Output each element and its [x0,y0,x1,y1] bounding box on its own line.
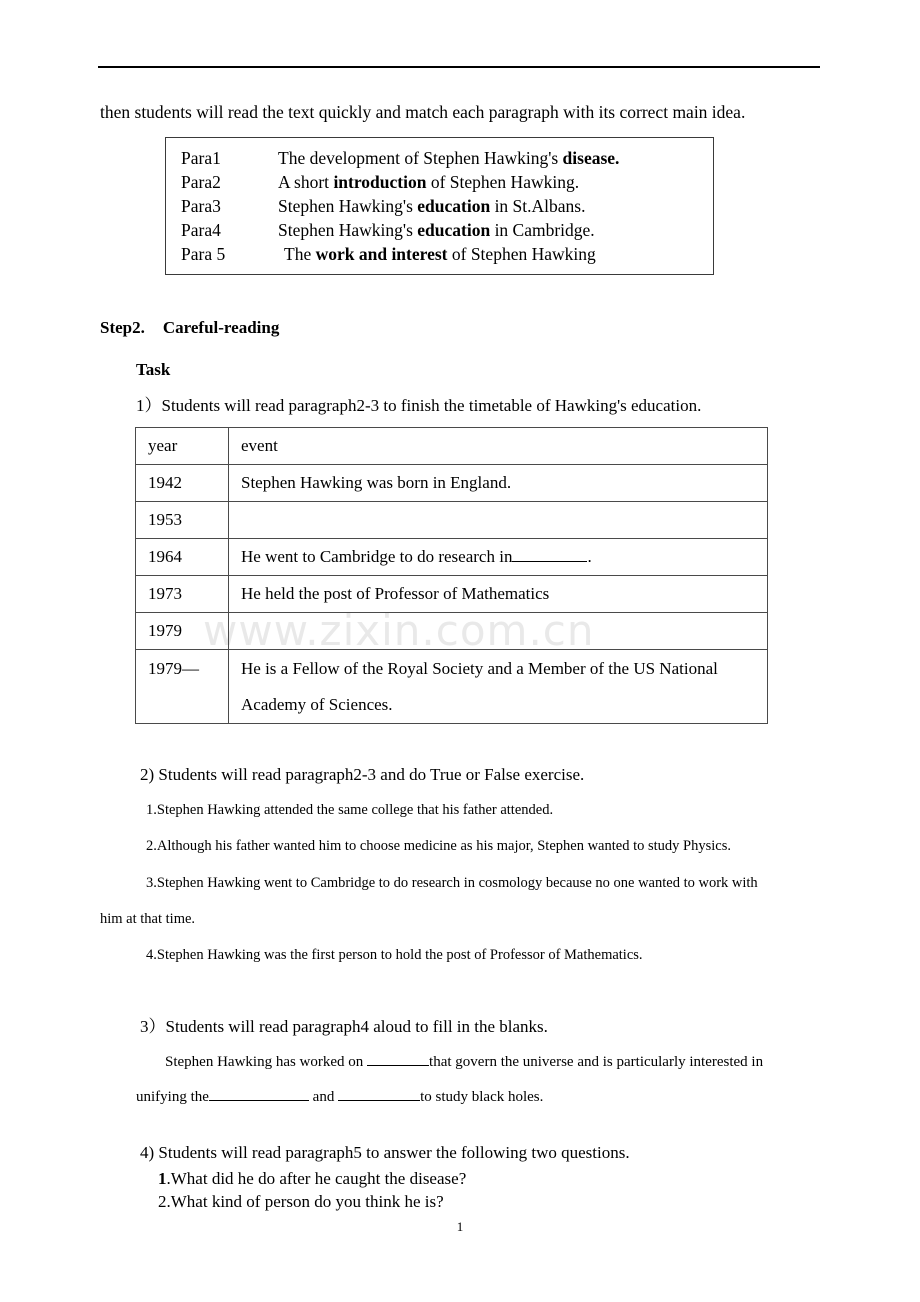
table-cell-year: 1979 [136,613,229,650]
table-cell-year: 1979— [136,650,229,724]
table-cell-event [229,539,768,576]
table-cell-year: 1953 [136,502,229,539]
task4-question-2: 2.What kind of person do you think he is? [158,1192,444,1211]
table-header-event: event [229,428,768,465]
para-description: Stephen Hawking's education in Cambridge. [278,220,595,240]
para-label: Para3 [181,196,221,216]
hawking-timetable [135,427,768,724]
table-cell-event [229,650,768,724]
para-label: Para1 [181,148,221,168]
event-line-2: Academy of Sciences. [241,695,393,714]
table-cell-event [229,613,768,650]
table-cell-event: He held the post of Professor of Mathematics [229,576,768,613]
para-description: Stephen Hawking's education in St.Albans. [278,196,586,216]
table-row [136,502,768,539]
task3-sentence-line1 [165,1054,763,1071]
fill-blank[interactable] [367,1065,429,1066]
para-row [166,196,713,219]
task2-item: 1.Stephen Hawking attended the same college that his father attended. [146,802,554,818]
page-number: 1 [456,1219,464,1234]
step2-label: Step2. [100,318,145,337]
question-number: 1 [158,1169,167,1188]
sentence-text: unifying the [136,1089,209,1105]
table-header-year: year [136,428,229,465]
table-row [136,539,768,576]
table-cell-year: 1964 [136,539,229,576]
para-row [166,220,713,243]
para-row [166,172,713,195]
sentence-text: Stephen Hawking has worked on [165,1054,368,1070]
fill-blank[interactable] [512,561,587,562]
para-row [166,148,713,171]
table-cell-event: Stephen Hawking was born in England. [229,465,768,502]
para-description: The work and interest of Stephen Hawking [284,244,596,264]
table-cell-year: 1973 [136,576,229,613]
table-row [136,613,768,650]
paragraph-matching-box [165,137,714,275]
table-row [136,576,768,613]
task1-heading: 1）Students will read paragraph2-3 to finish the timetable of Hawking's education. [136,396,702,415]
event-text-after: . [587,547,592,566]
intro-paragraph: then students will read the text quickly and match each paragraph with its correct main idea. [100,102,746,122]
task3-heading: 3）Students will read paragraph4 aloud to fill in the blanks. [140,1017,548,1036]
para-label: Para4 [181,220,221,240]
para-label: Para 5 [181,244,226,264]
task4-heading: 4) Students will read paragraph5 to answer the following two questions. [140,1143,630,1162]
step2-title: Careful-reading [162,318,280,337]
table-cell-year: 1942 [136,465,229,502]
task2-heading: 2) Students will read paragraph2-3 and do True or False exercise. [140,765,585,784]
event-text: He went to Cambridge to do research in [241,547,513,566]
sentence-text: that govern the universe and is particularly interested in [429,1054,764,1070]
task2-item-continuation: him at that time. [100,911,196,927]
para-description: A short introduction of Stephen Hawking. [278,172,580,192]
sentence-text: and [308,1089,339,1105]
watermark: www.zixin.com.cn [203,606,595,655]
task4-question-1 [158,1169,466,1189]
event-line-1: He is a Fellow of the Royal Society and a Member of the US National [241,659,718,678]
step2-heading [100,318,279,338]
task2-item: 4.Stephen Hawking was the first person to hold the post of Professor of Mathematics. [146,947,643,963]
table-row [136,650,768,724]
table-cell-event [229,502,768,539]
task-heading: Task [136,360,171,379]
para-description: The development of Stephen Hawking's disease. [278,148,620,168]
header-rule [98,66,820,68]
para-row [166,244,713,267]
task3-sentence-line2 [136,1089,543,1106]
fill-blank[interactable] [209,1100,309,1101]
para-label: Para2 [181,172,221,192]
table-row [136,465,768,502]
sentence-text: to study black holes. [420,1089,544,1105]
task2-item: 2.Although his father wanted him to choose medicine as his major, Stephen wanted to study Physics. [146,838,731,854]
task2-item: 3.Stephen Hawking went to Cambridge to do research in cosmology because no one wanted to work with [146,875,758,891]
question-text: .What did he do after he caught the disease? [166,1169,467,1188]
fill-blank[interactable] [338,1100,420,1101]
table-row [136,428,768,465]
